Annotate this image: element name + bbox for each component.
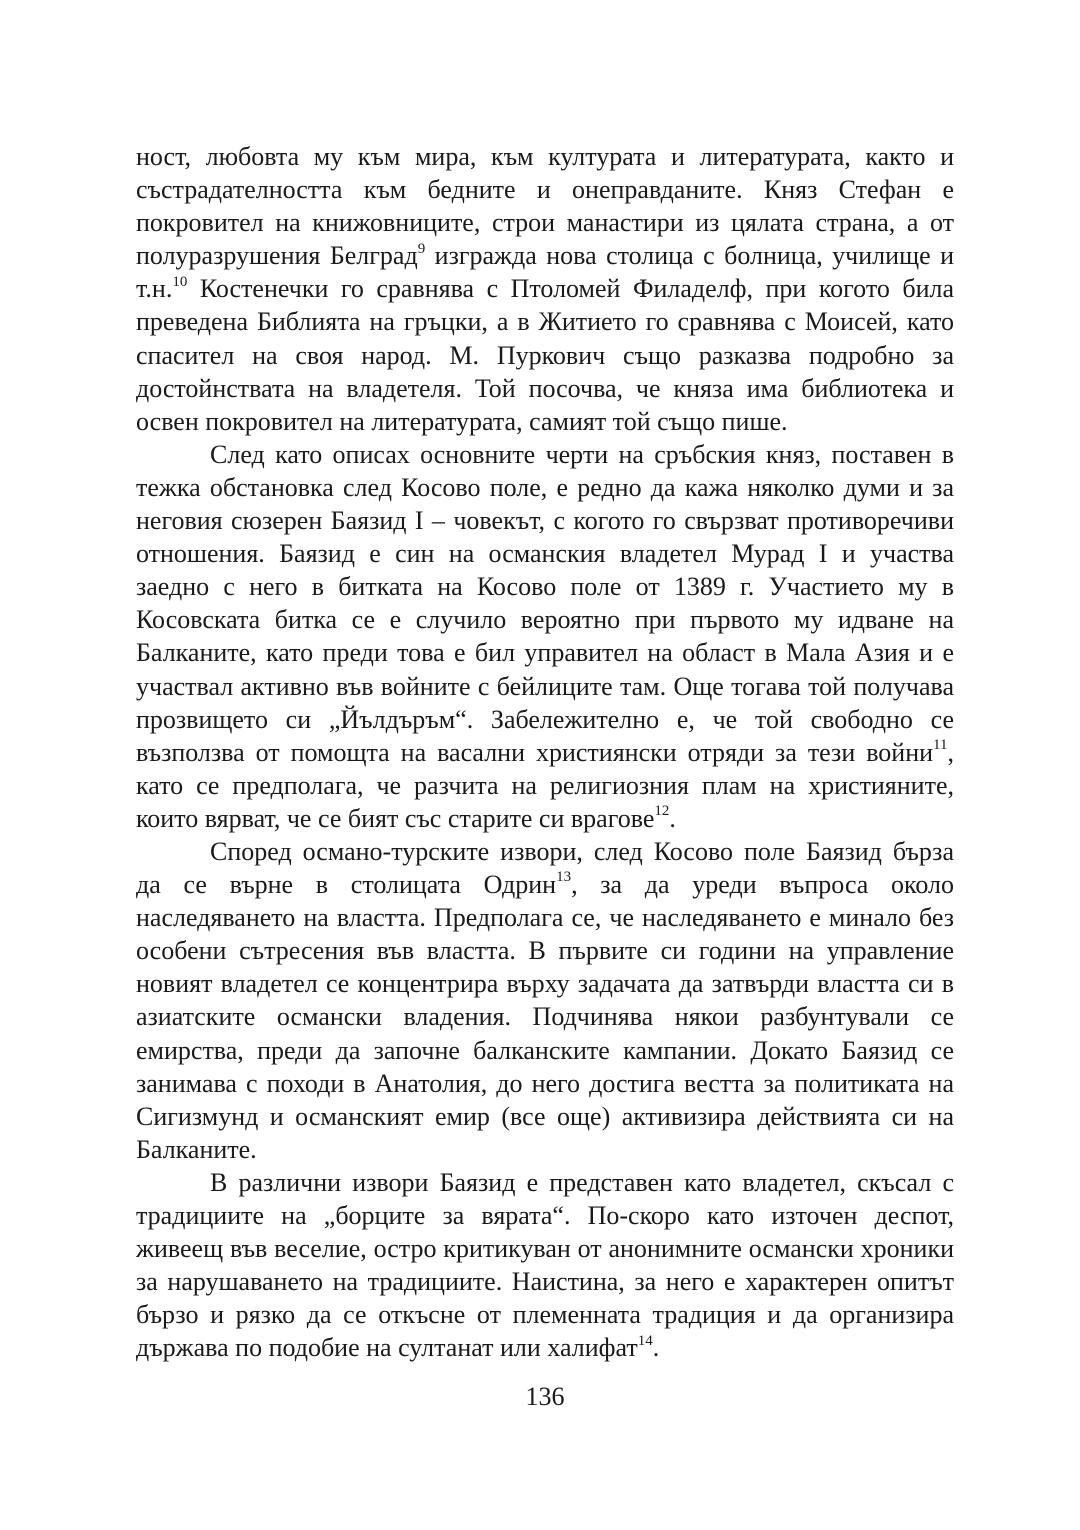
- text-segment: ност, любовта му към мира, към културата и литературата, както и състрадателността към бедните и онеправданите. Княз Стефан е покровител на книжовниците, строи манастири из цялата страна, а от полуразрушения Белград: [136, 142, 954, 271]
- footnote-ref: 9: [417, 240, 426, 257]
- footnote-ref: 11: [933, 737, 948, 754]
- page-number: 136: [525, 1382, 565, 1411]
- text-segment: изгражда нова столица с болница, училище и т.н.: [136, 241, 954, 304]
- text-segment: След като описах основните черти на сръбския княз, поставен в тежка обстановка след Косово поле, е редно да кажа няколко думи и за неговия сюзерен Баязид I – човекът, с когото го свързват противоречиви отношения. Баязид е син на османския владетел Мурад I и участва заедно с него в битката на Косово поле от 1389 г. Участието му в Косовската битка се е случило вероятно при първото му идване на Балканите, като преди това е бил управител на област в Мала Азия и е участвал активно във войните с бейлиците там. Още тогава той получава прозвището си „Йълдъръм“. Забележително е, че той свободно се възползва от помощта на васални християнски отряди за тези войни: [136, 439, 954, 767]
- paragraph: [136, 1166, 954, 1365]
- text-segment: .: [652, 1333, 660, 1363]
- footnote-ref: 12: [654, 803, 670, 820]
- footnote-ref: 14: [637, 1332, 653, 1349]
- paragraph: [136, 835, 954, 1166]
- text-segment: .: [669, 803, 676, 833]
- body-text: [136, 140, 954, 1364]
- paragraph: [136, 438, 954, 835]
- text-segment: Костенечки го сравнява с Птоломей Филаделф, при когото била преведена Библията на гръцки, а в Житието го сравнява с Моисей, като спасител на своя народ. М. Пуркович също разказва подробно за достойнствата на владетеля. Той посочва, че княза има библиотека и освен покровител на литературата, самият той също пише.: [136, 274, 954, 436]
- text-segment: , като се предполага, че разчита на религиозния плам на християните, които вярват, че се бият със старите си врагове: [136, 737, 954, 833]
- text-segment: , за да уреди въпроса около наследяването на властта. Предполага се, че наследяването е минало без особени сътресения във властта. В първите си години на управление новият владетел се концентрира върху задачата да затвърди властта си в азиатските османски владения. Подчинява някои разбунтували се емирства, преди да започне балканските кампании. Докато Баязид се занимава с походи в Анатолия, до него достига вестта за политиката на Сигизмунд и османският емир (все още) активизира действията си на Балканите.: [136, 870, 954, 1164]
- footnote-ref: 13: [556, 869, 572, 886]
- text-segment: В различни извори Баязид е представен като владетел, скъсал с традициите на „борците за вярата“. По-скоро като източен деспот, живеещ във веселие, остро критикуван от анонимните османски хроники за нарушаването на традициите. Наистина, за него е характерен опитът бързо и рязко да се откъсне от племенната традиция и да организира държава по подобие на султанат или халифат: [136, 1167, 954, 1363]
- footnote-ref: 10: [172, 273, 188, 290]
- text-segment: Според османо-турските извори, след Косово поле Баязид бърза да се върне в столицата Одрин: [136, 836, 954, 900]
- paragraph: [136, 140, 954, 438]
